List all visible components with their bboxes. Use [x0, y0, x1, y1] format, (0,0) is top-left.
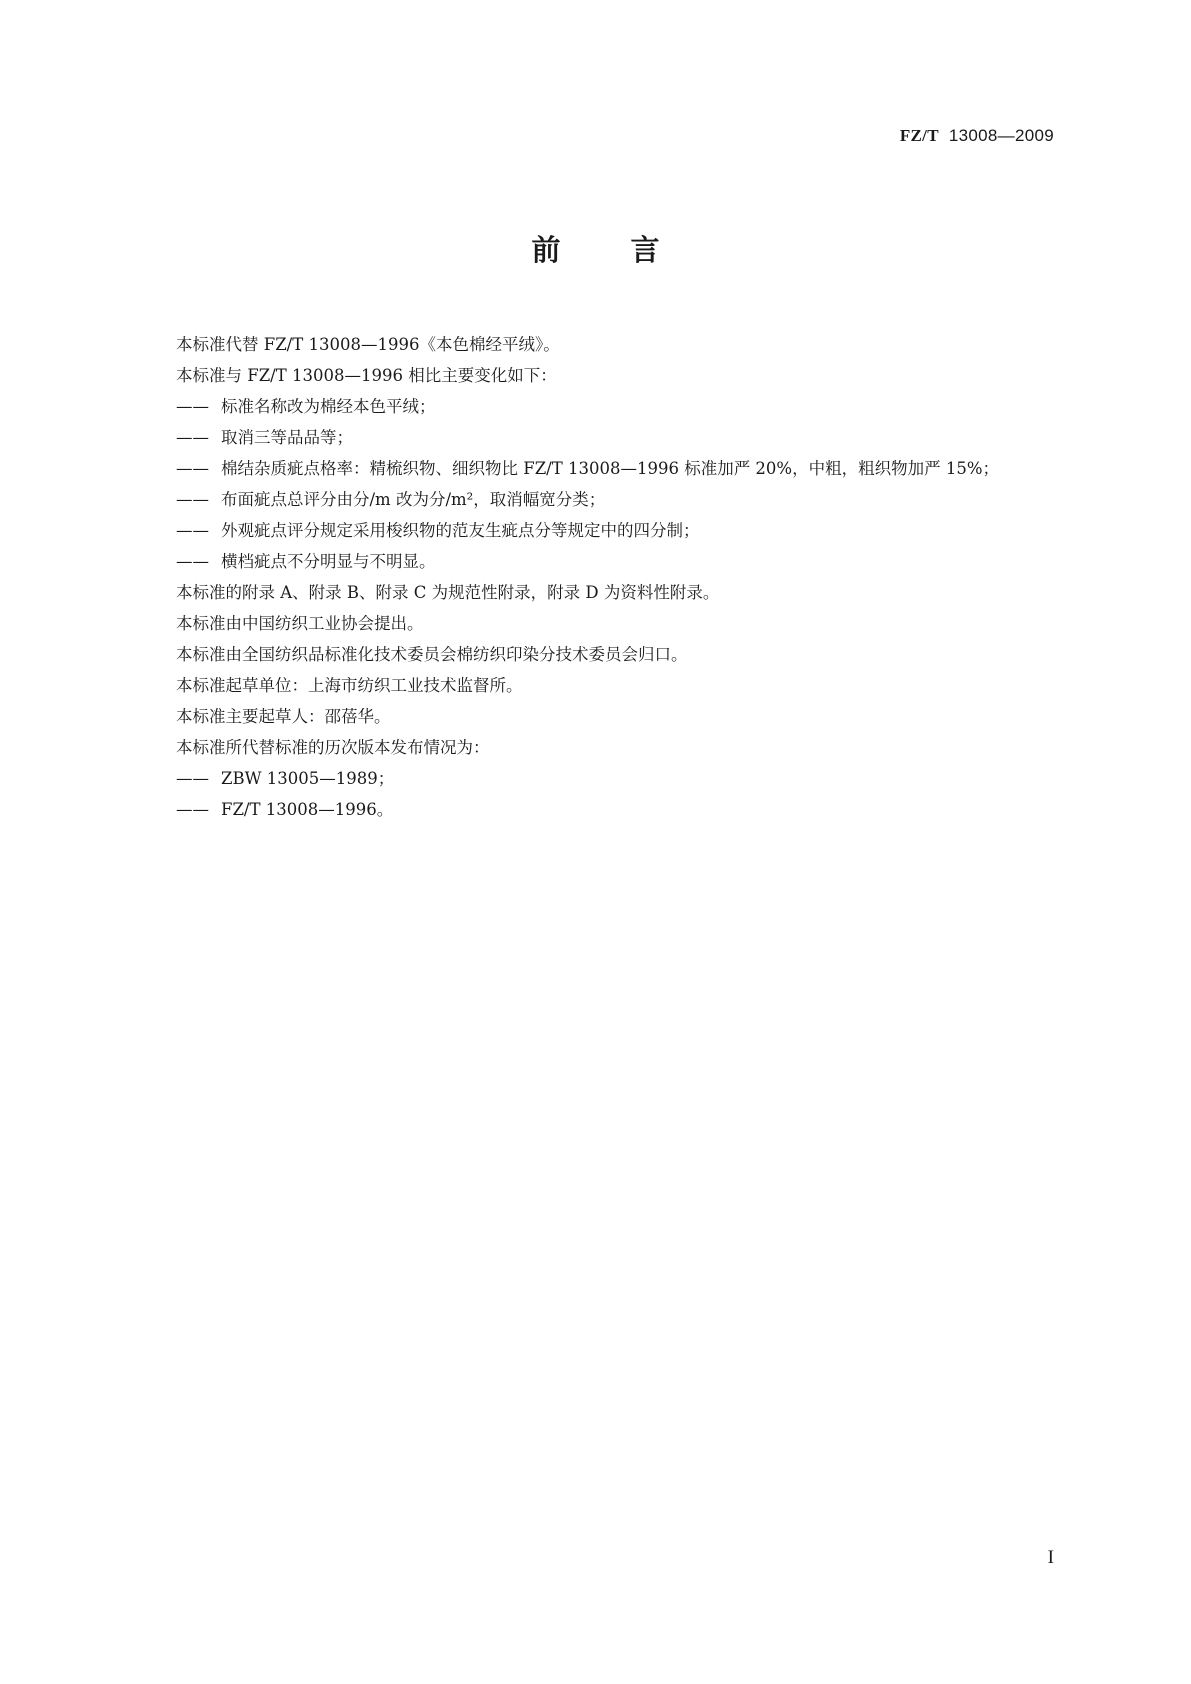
paragraph: 本标准起草单位：上海市纺织工业技术监督所。	[176, 676, 523, 695]
paragraph: 本标准的附录 A、附录 B、附录 C 为规范性附录，附录 D 为资料性附录。	[176, 583, 720, 602]
standard-number	[900, 126, 1054, 146]
dash-marker: ——	[176, 800, 209, 819]
paragraph: 本标准由全国纺织品标准化技术委员会棉纺织印染分技术委员会归口。	[176, 645, 688, 664]
history-item	[176, 794, 1062, 825]
paragraph: 本标准所代替标准的历次版本发布情况为：	[176, 738, 490, 757]
dash-marker: ——	[176, 769, 209, 788]
history-item	[176, 763, 1062, 794]
paragraph: 本标准主要起草人：邵蓓华。	[176, 707, 391, 726]
paragraph: 本标准由中国纺织工业协会提出。	[176, 614, 424, 633]
foreword-body	[176, 329, 1062, 825]
change-text: 布面疵点总评分由分/m 改为分/m²，取消幅宽分类；	[221, 490, 606, 509]
history-text: FZ/T 13008—1996。	[221, 800, 394, 819]
change-item	[176, 453, 1062, 484]
dash-marker: ——	[176, 521, 209, 540]
change-text: 棉结杂质疵点格率：精梳织物、细织物比 FZ/T 13008—1996 标准加严 20%，中粗，粗织物加严 15%；	[221, 459, 1000, 478]
change-item	[176, 515, 1062, 546]
change-text: 外观疵点评分规定采用梭织物的范友生疵点分等规定中的四分制；	[221, 521, 700, 540]
page-title: 前言	[531, 233, 730, 267]
change-text: 横档疵点不分明显与不明显。	[221, 552, 436, 571]
history-text: ZBW 13005—1989；	[221, 769, 395, 788]
change-text: 标准名称改为棉经本色平绒；	[221, 397, 436, 416]
standard-code: 13008—2009	[948, 126, 1054, 145]
change-item	[176, 422, 1062, 453]
dash-marker: ——	[176, 397, 209, 416]
change-item	[176, 391, 1062, 422]
change-item	[176, 546, 1062, 577]
dash-marker: ——	[176, 552, 209, 571]
page-number: I	[1047, 1547, 1054, 1568]
dash-marker: ——	[176, 490, 209, 509]
standard-prefix: FZ/T	[899, 126, 939, 145]
dash-marker: ——	[176, 459, 209, 478]
change-item	[176, 484, 1062, 515]
paragraph: 本标准代替 FZ/T 13008—1996《本色棉经平绒》。	[176, 335, 560, 354]
paragraph: 本标准与 FZ/T 13008—1996 相比主要变化如下：	[176, 366, 557, 385]
dash-marker: ——	[176, 428, 209, 447]
change-text: 取消三等品品等；	[221, 428, 353, 447]
